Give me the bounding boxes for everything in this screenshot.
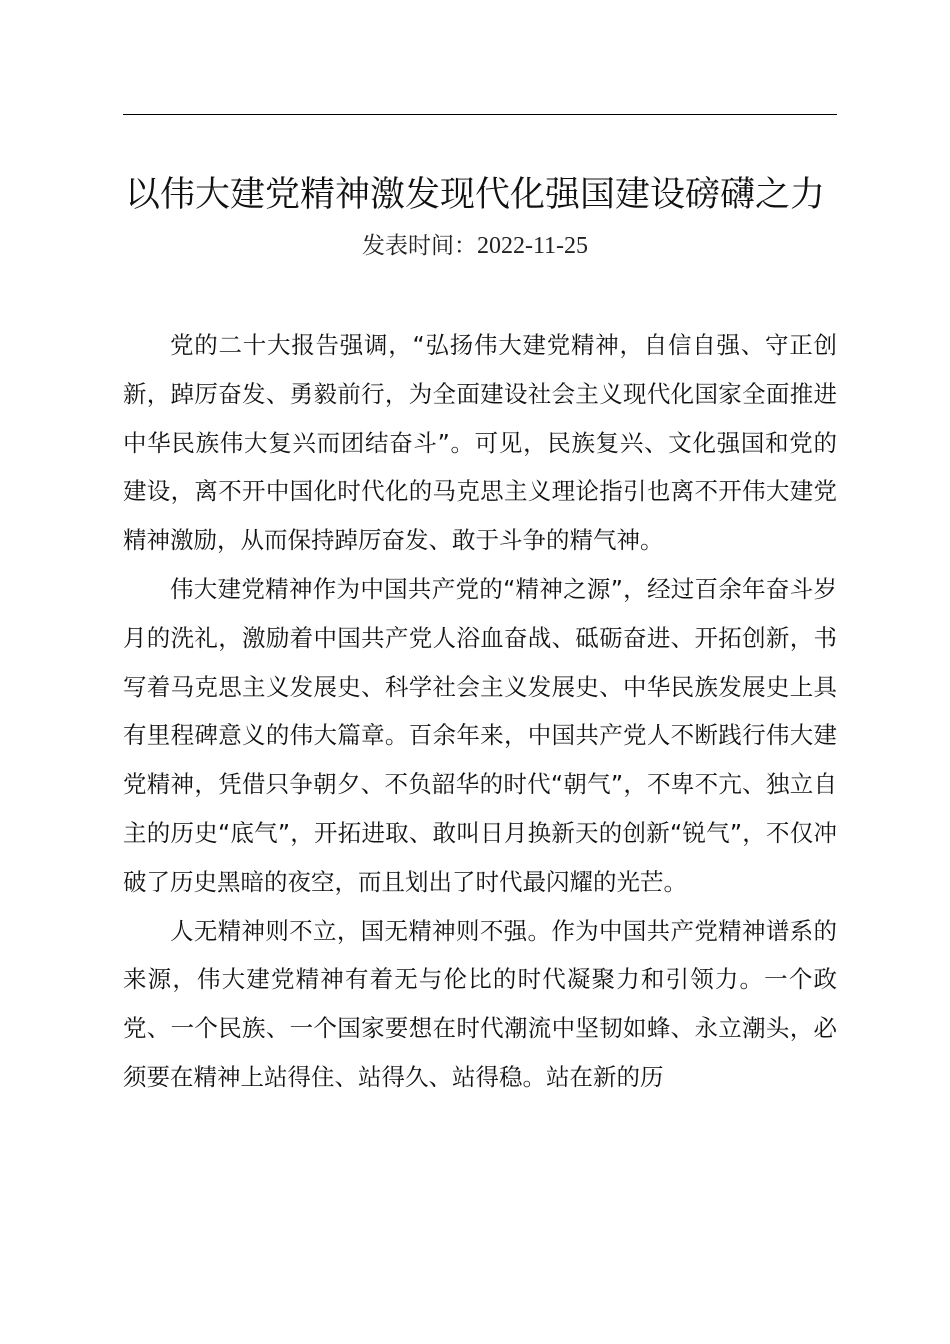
paragraph: 人无精神则不立，国无精神则不强。作为中国共产党精神谱系的来源，伟大建党精神有着无与伦比的时代凝聚力和引领力。一个政党、一个民族、一个国家要想在时代潮流中坚韧如蜂、永立潮头，必须要在精神上站得住、站得久、站得稳。站在新的历 xyxy=(123,916,837,1091)
publish-date-label: 发表时间： xyxy=(361,233,477,259)
article-body xyxy=(123,321,837,1102)
paragraph: 党的二十大报告强调，“弘扬伟大建党精神，自信自强、守正创新，踔厉奋发、勇毅前行，为全面建设社会主义现代化国家全面推进中华民族伟大复兴而团结奋斗”。可见，民族复兴、文化强国和党的建设，离不开中国化时代化的马克思主义理论指引也离不开伟大建党精神激励，从而保持踔厉奋发、敢于斗争的精气神。 xyxy=(123,331,837,555)
publish-date-value: 2022-11-25 xyxy=(476,233,589,259)
page-title: 以伟大建党精神激发现代化强国建设磅礴之力 xyxy=(124,175,825,215)
publish-date xyxy=(0,230,950,262)
paragraph: 伟大建党精神作为中国共产党的“精神之源”，经过百余年奋斗岁月的洗礼，激励着中国共产党人浴血奋战、砥砺奋进、开拓创新，书写着马克思主义发展史、科学社会主义发展史、中华民族发展史上具有里程碑意义的伟大篇章。百余年来，中国共产党人不断践行伟大建党精神，凭借只争朝夕、不负韶华的时代“朝气”，不卑不亢、独立自主的历史“底气”，开拓进取、敢叫日月换新天的创新“锐气”，不仅冲破了历史黑暗的夜空，而且划出了时代最闪耀的光芒。 xyxy=(123,574,837,896)
header-rule xyxy=(123,114,837,115)
